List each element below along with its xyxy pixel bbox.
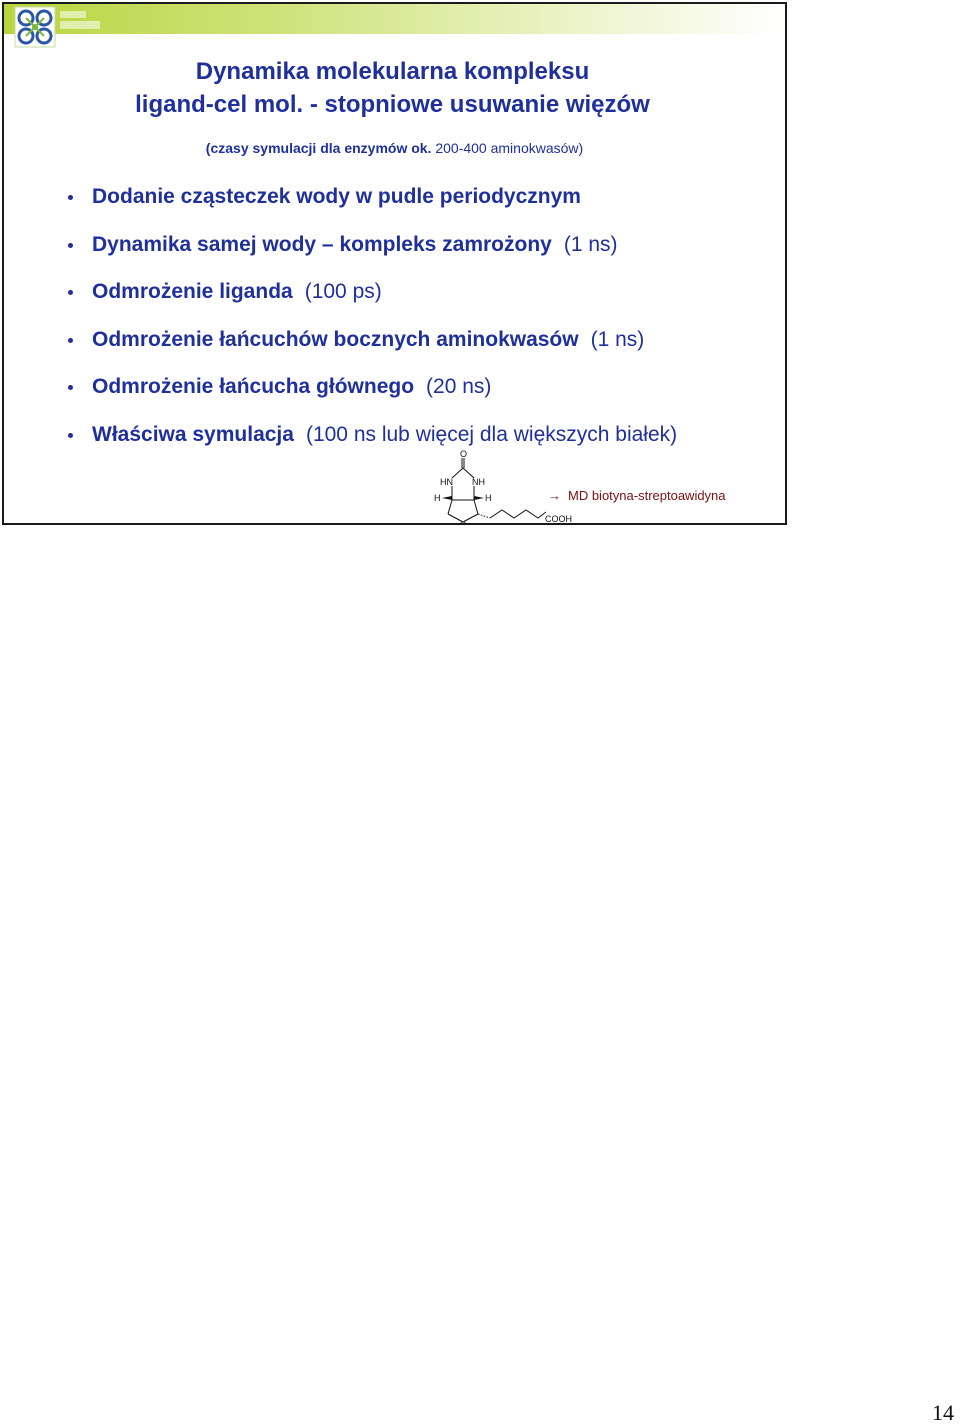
bullet-text: Odmrożenie łańcuchów bocznych aminokwasów xyxy=(92,328,579,351)
atom-label-cooh: COOH xyxy=(545,514,572,524)
atom-label-hn: HN xyxy=(440,477,453,487)
bullet-time: (100 ps) xyxy=(304,280,382,303)
atom-label-h-left: H xyxy=(434,493,441,503)
slide-title-line2: ligand-cel mol. - stopniowe usuwanie więzów xyxy=(135,91,650,118)
page-number: 14 xyxy=(932,1400,954,1425)
md-note-text: MD biotyna-streptoawidyna xyxy=(568,488,726,503)
bullet-text: Właściwa symulacja xyxy=(92,423,294,446)
bullet-dot xyxy=(68,195,73,200)
slide-subtitle xyxy=(4,138,785,158)
bullet-dot xyxy=(68,385,73,390)
subtitle-prefix: (czasy symulacji dla enzymów ok. xyxy=(205,140,432,156)
bullet-dot xyxy=(68,433,73,438)
atom-label-nh: NH xyxy=(472,477,485,487)
subtitle-rest: 200-400 aminokwasów) xyxy=(431,140,584,156)
bullet-dot xyxy=(68,243,73,248)
molecule-logo-icon xyxy=(12,5,112,49)
bullet-dot xyxy=(68,290,73,295)
bullet-time: (100 ns lub więcej dla większych białek) xyxy=(305,423,678,446)
atom-label-o: O xyxy=(460,449,468,459)
bullet-time: (1 ns) xyxy=(563,233,618,256)
bullet-dot xyxy=(68,338,73,343)
atom-label-s: S xyxy=(460,520,467,528)
bullet-time: (20 ns) xyxy=(426,375,492,398)
header-band xyxy=(4,4,785,34)
bullet-text: Dodanie cząsteczek wody w pudle periodycznym xyxy=(92,185,581,208)
arrow-right-icon: → xyxy=(548,488,561,503)
bullet-text: Odmrożenie liganda xyxy=(92,280,293,303)
bullet-text: Dynamika samej wody – kompleks zamrożony xyxy=(92,233,552,256)
md-note xyxy=(548,487,726,505)
bullet-time: (1 ns) xyxy=(590,328,645,351)
bullet-text: Odmrożenie łańcucha głównego xyxy=(92,375,415,398)
slide xyxy=(2,2,787,528)
atom-label-h-right: H xyxy=(485,493,492,503)
slide-title-line1: Dynamika molekularna kompleksu xyxy=(195,58,590,85)
